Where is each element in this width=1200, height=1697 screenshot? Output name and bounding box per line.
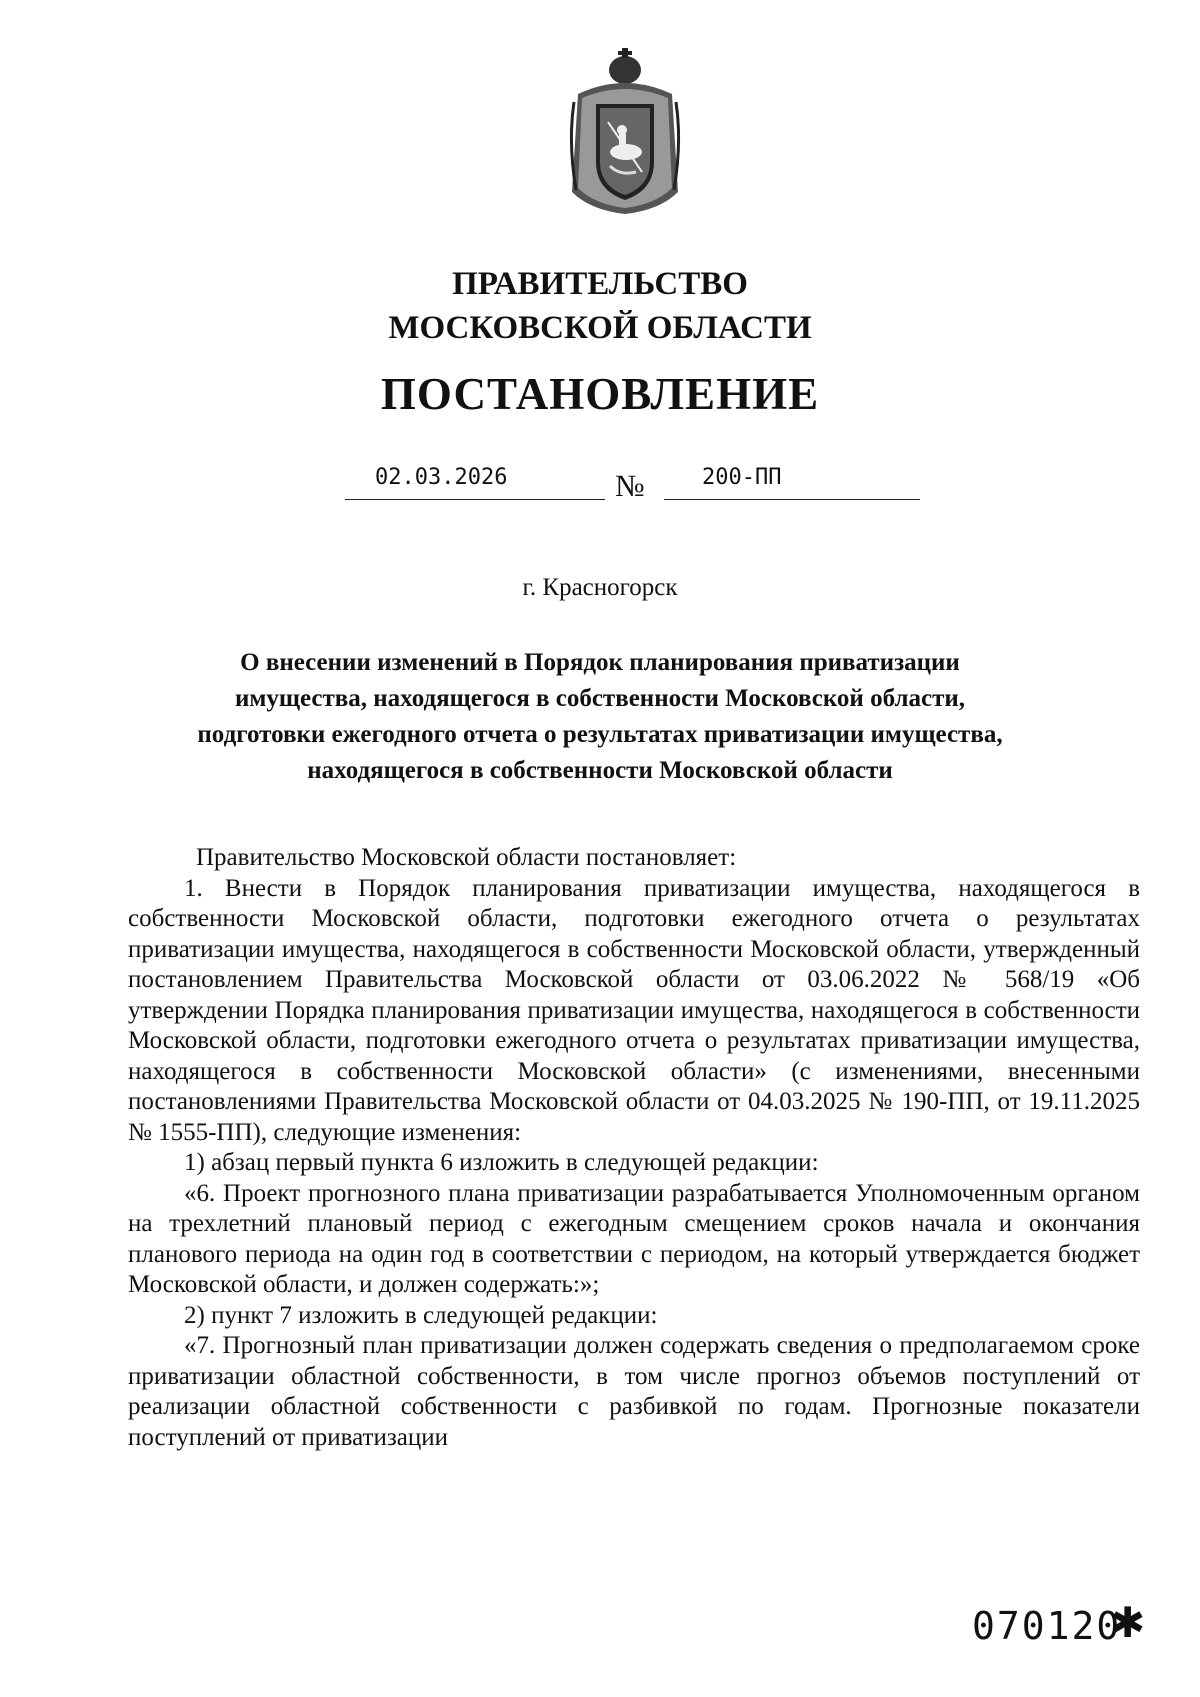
subject-line-2: имущества, находящегося в собственности Московской области,: [234, 685, 966, 712]
paragraph-2: 1) абзац первый пункта 6 изложить в следующей редакции:: [184, 1149, 819, 1176]
subject-line-1: О внесении изменений в Порядок планирования приватизации: [240, 649, 960, 676]
document-type: ПОСТАНОВЛЕНИЕ: [380, 369, 820, 419]
serial-number: 070120: [972, 1604, 1122, 1648]
authority-line-2: МОСКОВСКОЙ ОБЛАСТИ: [388, 310, 812, 346]
paragraph-4: 2) пункт 7 изложить в следующей редакции:: [184, 1301, 658, 1329]
number-field: [664, 465, 920, 500]
issuing-authority: [0, 262, 1200, 350]
subject-line-4: находящегося в собственности Московской области: [307, 757, 893, 784]
paragraph-5: «7. Прогнозный план приватизации должен содержать сведения о предполагаемом сроке приватизации областной собственности, в том числе прогноз объемов поступлений от реализации областной собственности с разбивкой по годам. Прогнозные показатели поступлений от приватизации: [128, 1332, 1140, 1451]
authority-line-1: ПРАВИТЕЛЬСТВО: [452, 266, 748, 302]
document-body: [128, 843, 1140, 1453]
number-sign: №: [615, 468, 645, 503]
city: г. Красногорск: [522, 574, 678, 601]
document-date: 02.03.2026: [375, 465, 508, 490]
subject-line-3: подготовки ежегодного отчета о результатах приватизации имущества,: [197, 721, 1003, 748]
coat-of-arms-icon: [560, 42, 690, 222]
paragraph-3: «6. Проект прогнозного плана приватизации разрабатывается Уполномоченным органом на трехлетний плановый период с ежегодным смещением сроков начала и окончания планового периода на один год в соответствии с периодом, на который утверждается бюджет Московской области, и должен содержать:»;: [128, 1179, 1140, 1298]
preamble: Правительство Московской области постановляет:: [196, 844, 737, 871]
asterisk-icon: ✱: [1110, 1598, 1146, 1647]
document-number: 200-ПП: [702, 465, 782, 490]
date-field: [345, 465, 605, 500]
document-subject: [0, 645, 1200, 789]
paragraph-1: 1. Внести в Порядок планирования приватизации имущества, находящегося в собственности Московской области, подготовки ежегодного отчета о результатах приватизации имущества, находящегося в собственности Московской области, утвержденный постановлением Правительства Московской области от 03.06.2022 № 568/19 «Об утверждении Порядка планирования приватизации имущества, находящегося в собственности Московской области, подготовки ежегодного отчета о результатах приватизации имущества, находящегося в собственности Московской области» (с изменениями, внесенными постановлениями Правительства Московской области от 04.03.2025 № 190-ПП, от 19.11.2025 № 1555-ПП), следующие изменения:: [128, 874, 1140, 1146]
